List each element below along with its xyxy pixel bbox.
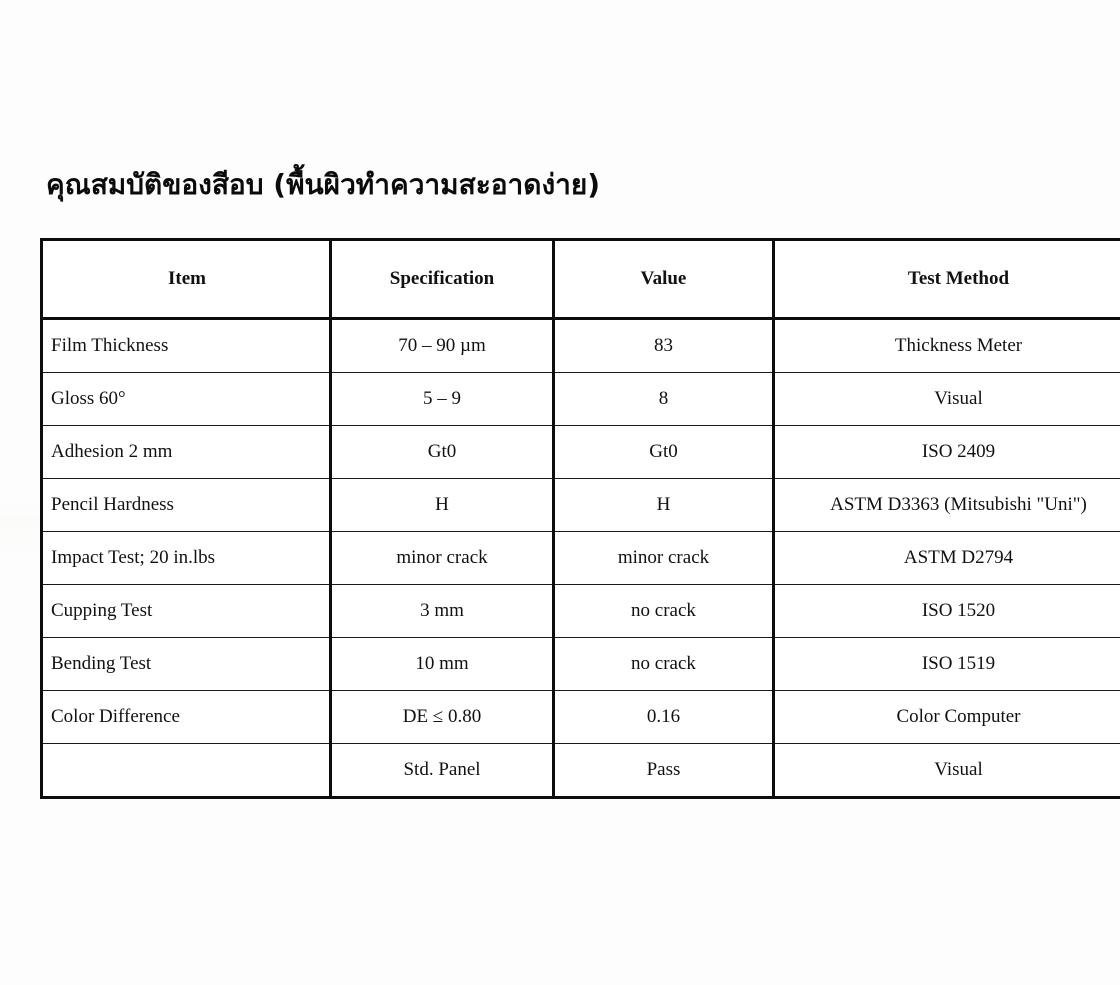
cell-specification: 5 – 9 [331, 373, 554, 426]
cell-specification: 10 mm [331, 638, 554, 691]
cell-specification: H [331, 479, 554, 532]
specification-table [40, 238, 1120, 799]
cell-specification: Gt0 [331, 426, 554, 479]
table-row [42, 426, 1120, 479]
cell-value: no crack [554, 585, 774, 638]
cell-test-method: ASTM D2794 [774, 532, 1120, 585]
cell-item: Film Thickness [42, 319, 331, 373]
cell-test-method: Visual [774, 744, 1120, 798]
cell-item: Gloss 60° [42, 373, 331, 426]
table-row [42, 585, 1120, 638]
column-header-specification: Specification [331, 240, 554, 319]
cell-item: Pencil Hardness [42, 479, 331, 532]
cell-item: Impact Test; 20 in.lbs [42, 532, 331, 585]
cell-specification: 70 – 90 µm [331, 319, 554, 373]
table-header-row [42, 240, 1120, 319]
table-row [42, 532, 1120, 585]
cell-test-method: Color Computer [774, 691, 1120, 744]
cell-test-method: ISO 1519 [774, 638, 1120, 691]
cell-specification: minor crack [331, 532, 554, 585]
cell-value: no crack [554, 638, 774, 691]
table-row [42, 744, 1120, 798]
cell-value: 0.16 [554, 691, 774, 744]
cell-item: Adhesion 2 mm [42, 426, 331, 479]
cell-value: 83 [554, 319, 774, 373]
table-row [42, 638, 1120, 691]
cell-item: Bending Test [42, 638, 331, 691]
table-row [42, 479, 1120, 532]
cell-value: Gt0 [554, 426, 774, 479]
cell-test-method: Visual [774, 373, 1120, 426]
cell-specification: DE ≤ 0.80 [331, 691, 554, 744]
cell-item: Color Difference [42, 691, 331, 744]
column-header-item: Item [42, 240, 331, 319]
cell-test-method: ISO 1520 [774, 585, 1120, 638]
table-row [42, 691, 1120, 744]
cell-specification: 3 mm [331, 585, 554, 638]
page-title: คุณสมบัติของสีอบ (พื้นผิวทำความสะอาดง่าย) [46, 168, 601, 201]
table-header [42, 240, 1120, 319]
column-header-test-method: Test Method [774, 240, 1120, 319]
cell-value: minor crack [554, 532, 774, 585]
spec-table-container [40, 238, 1087, 799]
column-header-value: Value [554, 240, 774, 319]
table-row [42, 319, 1120, 373]
cell-value: 8 [554, 373, 774, 426]
table-body [42, 319, 1120, 798]
cell-value: Pass [554, 744, 774, 798]
cell-test-method: ISO 2409 [774, 426, 1120, 479]
cell-item: Cupping Test [42, 585, 331, 638]
cell-item [42, 744, 331, 798]
cell-test-method: ASTM D3363 (Mitsubishi "Uni") [774, 479, 1120, 532]
cell-specification: Std. Panel [331, 744, 554, 798]
table-row [42, 373, 1120, 426]
cell-value: H [554, 479, 774, 532]
cell-test-method: Thickness Meter [774, 319, 1120, 373]
